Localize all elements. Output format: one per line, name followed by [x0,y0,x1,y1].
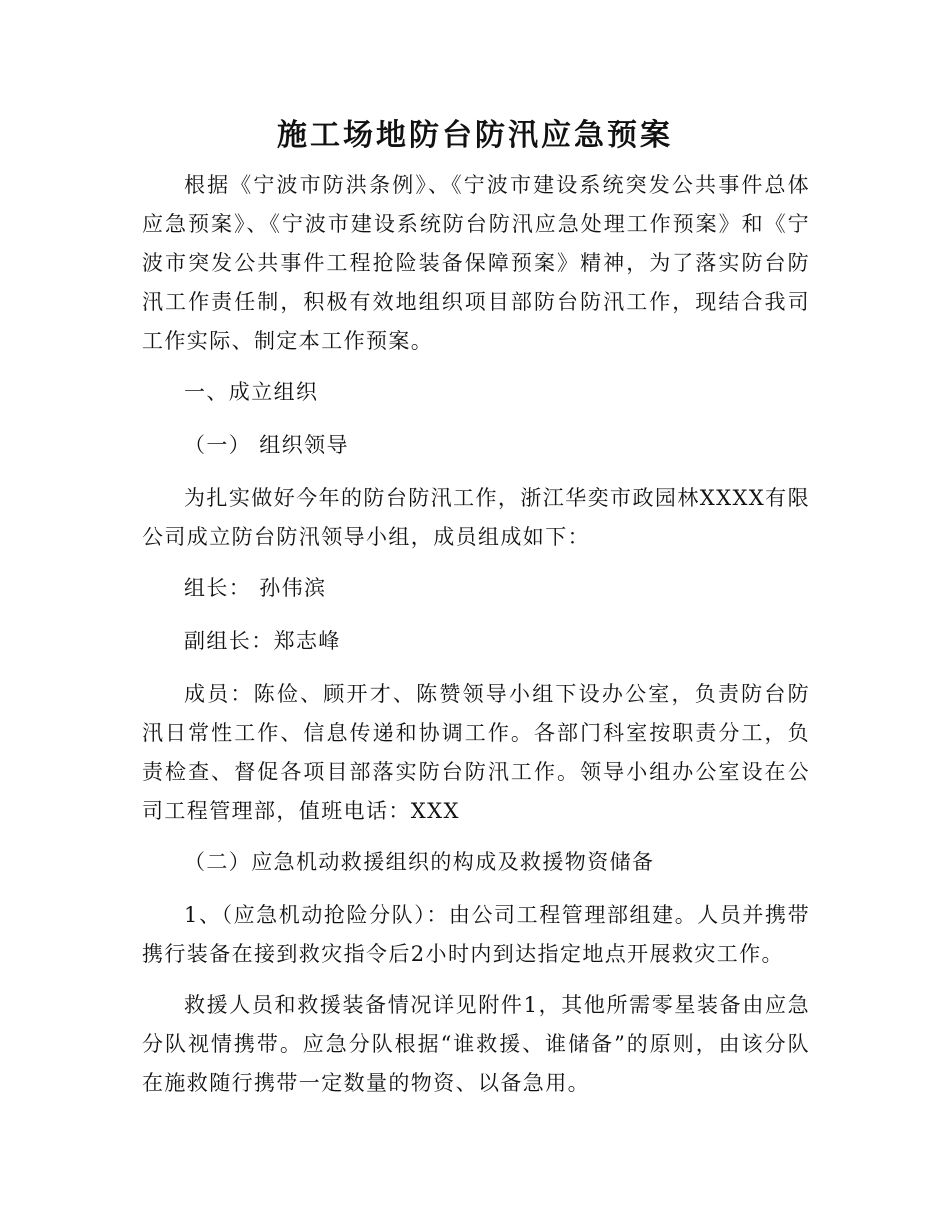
emergency-team-paragraph: 1、（应急机动抢险分队）：由公司工程管理部组建。人员并携带携行装备在接到救灾指令后2小时内到达指定地点开展救灾工作。 [142,903,810,966]
subsection-heading-2: （二）应急机动救援组织的构成及救援物资储备 [184,850,655,874]
deputy-leader-line: 副组长：郑志峰 [184,629,341,653]
subsection-heading-1: （一） 组织领导 [184,433,349,457]
section-heading-1: 一、成立组织 [184,380,319,404]
team-leader-line: 组长： 孙伟滨 [184,576,327,600]
document-body [142,166,810,1115]
leadership-paragraph: 为扎实做好今年的防台防汛工作，浙江华奕市政园林XXXX有限公司成立防台防汛领导小组，成员组成如下： [142,486,810,549]
rescue-equipment-paragraph: 救援人员和救援装备情况详见附件1，其他所需零星装备由应急分队视情携带。应急分队根据“谁救援、谁储备”的原则，由该分队在施救随行携带一定数量的物资、以备急用。 [142,993,810,1095]
document-title: 施工场地防台防汛应急预案 [277,118,673,153]
members-paragraph: 成员：陈俭、顾开才、陈赞领导小组下设办公室，负责防台防汛日常性工作、信息传递和协调工作。各部门科室按职责分工，负责检查、督促各项目部落实防台防汛工作。领导小组办公室设在公司工程管理部，值班电话：XXX [142,682,810,823]
intro-paragraph: 根据《宁波市防洪条例》、《宁波市建设系统突发公共事件总体应急预案》、《宁波市建设系统防台防汛应急处理工作预案》和《宁波市突发公共事件工程抢险装备保障预案》精神，为了落实防台防汛工作责任制，积极有效地组织项目部防台防汛工作，现结合我司工作实际、制定本工作预案。 [142,173,810,353]
